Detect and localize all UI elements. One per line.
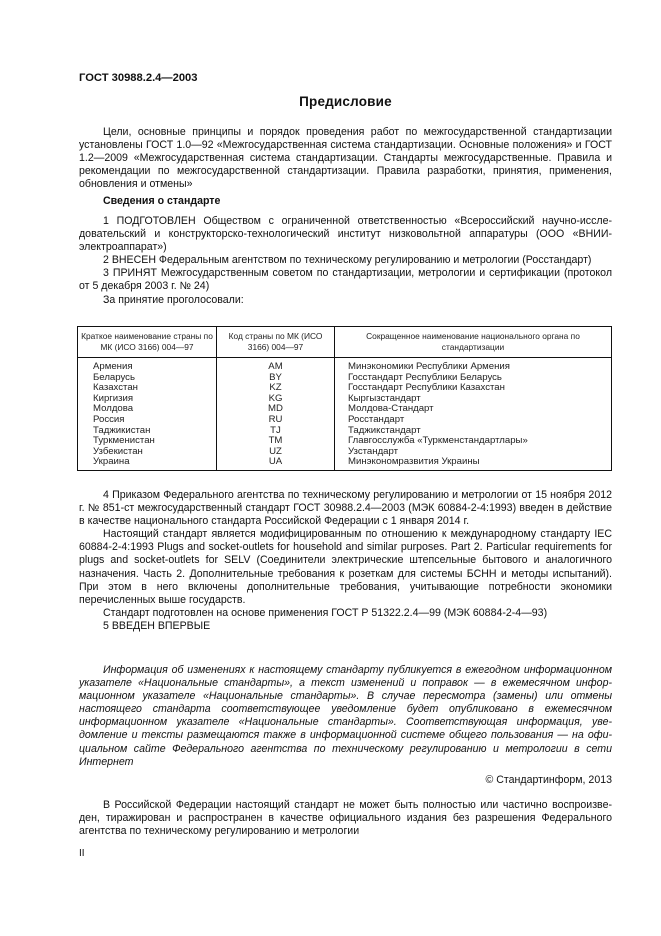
info-item-5: 5 ВВЕДЕН ВПЕРВЫЕ	[103, 619, 211, 632]
standard-info-heading: Сведения о стандарте	[103, 195, 221, 207]
header-country-name: Краткое наименование страны по МК (ИСО 3166) 004—97	[78, 327, 217, 358]
country-code: TM	[217, 436, 335, 447]
info-item-3: 3 ПРИНЯТ Межгосударственным советом по стандартизации, метрологии и сертификации (протокол от 5 декабря 2003 г. № 24)	[79, 267, 612, 293]
standard-info-section	[79, 215, 612, 307]
national-body: Молдова-Стандарт	[335, 404, 612, 415]
national-body: Узстандарт	[335, 447, 612, 458]
page-title: Предисловие	[299, 94, 392, 109]
amendments-notice	[79, 664, 612, 769]
country-name: Беларусь	[78, 373, 217, 384]
country-name: Армения	[78, 358, 217, 373]
intro-section	[79, 126, 612, 191]
national-body: Госстандарт Республики Казахстан	[335, 383, 612, 394]
country-name: Россия	[78, 415, 217, 426]
enactment-section	[79, 489, 612, 633]
national-body: Главгосслужба «Туркменстандартлары»	[335, 436, 612, 447]
country-code: MD	[217, 404, 335, 415]
copyright-line: © Стандартинформ, 2013	[485, 774, 612, 786]
country-name: Киргизия	[78, 394, 217, 405]
info-item-4: 4 Приказом Федерального агентства по техническому регулированию и метрологии от 15 ноября 2012 г. № 851-ст межгосударственный стандарт ГОСТ 30988.2.4—2003 (МЭК 60884-2-4:1993) введен в действие в качестве национального стандарта Российской Федерации с 1 января 2014 г.	[79, 489, 612, 528]
info-item-2: 2 ВНЕСЕН Федеральным агентством по техническому регулированию и метрологии (Росстандарт)	[103, 254, 592, 267]
country-name: Казахстан	[78, 383, 217, 394]
country-code: UA	[217, 457, 335, 470]
table-row	[78, 404, 612, 415]
national-body: Кыргызстандарт	[335, 394, 612, 405]
info-item-1: 1 ПОДГОТОВЛЕН Обществом с ограниченной ответственностью «Всероссийский научно-исследовательский и конструкторско-технологический институт низковольтной аппаратуры (ООО «ВНИИ-электроаппарат»)	[79, 215, 612, 254]
country-code: TJ	[217, 426, 335, 437]
country-code: BY	[217, 373, 335, 384]
page-number: II	[79, 848, 85, 859]
national-body: Росстандарт	[335, 415, 612, 426]
country-code: RU	[217, 415, 335, 426]
intro-paragraph: Цели, основные принципы и порядок проведения работ по межгосударственной стандартизации установлены ГОСТ 1.0—92 «Межгосударственная система стандартизации. Основные положения» и ГОСТ 1.2—2009 «Межгосударственная система стандартизации. Стандарты межгосударственные. Правила и рекомендации по межгосударственной стандартизации. Правила разработки, принятия, применения, обновления и отмены»	[79, 126, 612, 191]
country-code: KZ	[217, 383, 335, 394]
notice-paragraph: Информация об изменениях к настоящему стандарту публикуется в ежегодном информационном указателе «Национальные стандарты», а текст изменений и поправок — в ежемесячном информационном указателе «Национальные стандарты». В случае пересмотра (замены) или отмены настоящего стандарта соответствующее уведомление будет опубликовано в ежемесячном информационном указателе «Национальные стандарты». Соответствующая информация, уведомление и тексты размещаются также в информационной системе общего пользования — на официальном сайте Федерального агентства по техническому регулированию и метрологии в сети Интернет	[79, 664, 612, 768]
table-row	[78, 426, 612, 437]
member-states-table	[77, 326, 612, 471]
country-name: Узбекистан	[78, 447, 217, 458]
running-header: ГОСТ 30988.2.4—2003	[79, 72, 198, 84]
national-body: Госстандарт Республики Беларусь	[335, 373, 612, 384]
table-row	[78, 457, 612, 470]
modification-paragraph: Настоящий стандарт является модифицированным по отношению к международному стандарту IEC 60884-2-4:1993 Plugs and socket-outlets for household and similar purposes. Part 2. Particular requirements for plugs and socket-outlets for SELV (Соединители электрические штепсельные бытового и аналогичного назначения. Часть 2. Дополнительные требования к розеткам для системы БСНН и методы испытаний). При этом в него включены дополнительные требования, учитывающие потребности экономики перечисленных выше государств.	[79, 528, 612, 606]
national-body: Минэкономразвития Украины	[335, 457, 612, 470]
table-row	[78, 358, 612, 373]
country-name: Молдова	[78, 404, 217, 415]
table-row	[78, 373, 612, 384]
national-body: Минэкономики Республики Армения	[335, 358, 612, 373]
national-body: Таджикстандарт	[335, 426, 612, 437]
table-row	[78, 394, 612, 405]
prepared-basis-paragraph: Стандарт подготовлен на основе применения ГОСТ Р 51322.2.4—99 (МЭК 60884-2-4—93)	[103, 606, 548, 619]
country-code: UZ	[217, 447, 335, 458]
voted-label: За принятие проголосовали:	[103, 293, 244, 306]
header-national-body: Сокращенное наименование национального органа по стандартизации	[335, 327, 612, 358]
reproduction-rights	[79, 799, 612, 838]
country-name: Туркменистан	[78, 436, 217, 447]
header-country-code: Код страны по МК (ИСО 3166) 004—97	[217, 327, 335, 358]
table-row	[78, 383, 612, 394]
country-name: Украина	[78, 457, 217, 470]
country-code: AM	[217, 358, 335, 373]
rights-paragraph: В Российской Федерации настоящий стандарт не может быть полностью или частично воспроизведен, тиражирован и распространен в качестве официального издания без разрешения Федерального агентства по техническому регулированию и метрологии	[79, 799, 612, 838]
country-code: KG	[217, 394, 335, 405]
table-row	[78, 447, 612, 458]
table-row	[78, 436, 612, 447]
country-name: Таджикистан	[78, 426, 217, 437]
table-header-row	[78, 327, 612, 358]
table-row	[78, 415, 612, 426]
